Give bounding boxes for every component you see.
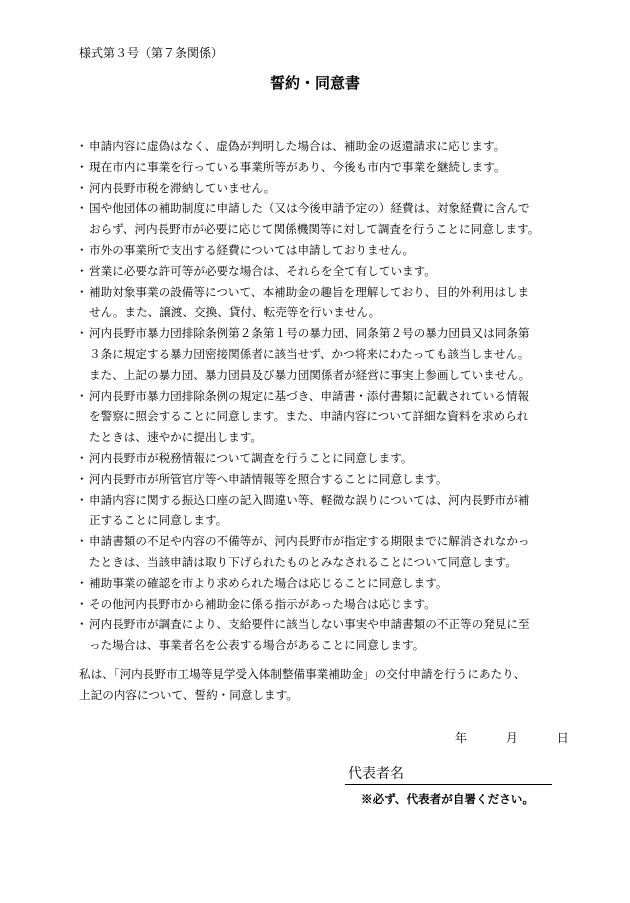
declaration-line: 上記の内容について、誓約・同意します。 (79, 688, 298, 702)
pledge-line: 正することに同意します。 (89, 513, 228, 528)
pledge-item (76, 282, 576, 324)
date-day-label: 日 (556, 731, 569, 745)
pledge-line: ・ 河内長野市が税務情報について調査を行うことに同意します。 (89, 450, 413, 465)
pledge-line: ・ 河内長野市暴力団排除条例の規定に基づき、申請書・添付書類に記載されている情報 (89, 388, 530, 403)
pledge-item (76, 531, 576, 573)
pledge-line: を警察に照会することに同意します。また、申請内容について詳細な資料を求められ (89, 409, 529, 424)
pledge-line: ・ 市外の事業所で支出する経費については申請しておりません。 (89, 242, 415, 257)
date-year-label: 年 (455, 731, 468, 745)
pledge-line: たときは、当該申請は取り下げられたものとみなされることについて同意します。 (89, 554, 517, 569)
pledge-line: ・ 申請内容に虚偽はなく、虚偽が判明した場合は、補助金の返還請求に応じます。 (89, 139, 506, 153)
pledge-item (76, 469, 576, 490)
pledge-line: おらず、河内長野市が必要に応じて関係機関等に対して調査を行うことに同意します。 (89, 222, 540, 237)
pledge-line: ・ 河内長野市暴力団排除条例第２条第１号の暴力団、同条第２号の暴力団員又は同条第 (89, 326, 530, 341)
pledge-item (76, 448, 576, 469)
pledge-line: また、上記の暴力団、暴力団員及び暴力団関係者が経営に事実上参画していません。 (89, 367, 531, 382)
pledge-line: ・ 補助対象事業の設備等について、本補助金の趣旨を理解しており、目的外利用はしま (89, 284, 530, 299)
pledge-line: ３条に規定する暴力団密接関係者に該当せず、かつ将来にわたっても該当しません。 (89, 346, 530, 361)
pledge-line: ・ 現在市内に事業を行っている事業所等があり、今後も市内で事業を継続します。 (89, 159, 506, 174)
declaration-line: 私は、「河内長野市工場等見学受入体制整備事業補助金」の交付申請を行うにあたり、 (79, 667, 526, 681)
pledge-line: った場合は、事業者名を公表する場合があることに同意します。 (89, 638, 425, 653)
document-title: 誓約・同意書 (269, 74, 360, 92)
pledge-item (76, 323, 576, 385)
pledge-line: ・ 河内長野市が調査により、支給要件に該当しない事実や申請書類の不正等の発見に至 (89, 617, 530, 632)
pledge-line: ・ 営業に必要な許可等が必要な場合は、それらを全て有しています。 (89, 263, 436, 278)
pledge-line: ・ 河内長野市が所管官庁等へ申請情報等を照合することに同意します。 (89, 471, 448, 486)
pledge-line: ・ 補助事業の確認を市より求められた場合は応じることに同意します。 (89, 575, 448, 590)
pledge-item (76, 386, 576, 448)
signature-note: ※必ず、代表者が自署ください。 (361, 792, 534, 806)
pledge-item (76, 178, 576, 199)
pledge-line: ・ 申請書類の不足や内容の不備等が、河内長野市が指定する期限までに解消されなかっ (89, 534, 530, 549)
pledge-item (76, 490, 576, 532)
pledge-line: たときは、速やかに提出します。 (89, 430, 262, 445)
pledge-line: ・ 河内長野市税を滞納していません。 (89, 180, 276, 195)
pledge-list (76, 136, 576, 656)
pledge-item (76, 261, 576, 282)
pledge-item (76, 240, 576, 261)
pledge-item (76, 136, 576, 157)
declaration-paragraph (79, 664, 525, 706)
pledge-item (76, 157, 576, 178)
pledge-item (76, 614, 576, 656)
signature-label: 代表者名 (348, 766, 404, 782)
pledge-line: せん。また、譲渡、交換、貸付、転売等を行いません。 (89, 305, 381, 320)
pledge-line: ・ 国や他団体の補助制度に申請した（又は今後申請予定の）経費は、対象経費に含んで (89, 201, 530, 216)
pledge-item (76, 594, 576, 615)
form-number: 様式第３号（第７条関係） (79, 46, 224, 60)
pledge-line: ・ その他河内長野市から補助金に係る指示があった場合は応じます。 (89, 596, 436, 611)
date-month-label: 月 (505, 731, 518, 745)
signature-field[interactable] (345, 763, 552, 785)
date-line (455, 729, 569, 747)
pledge-line: ・ 申請内容に関する振込口座の記入間違い等、軽微な誤りについては、河内長野市が補 (89, 492, 530, 507)
pledge-item (76, 198, 576, 240)
pledge-item (76, 573, 576, 594)
